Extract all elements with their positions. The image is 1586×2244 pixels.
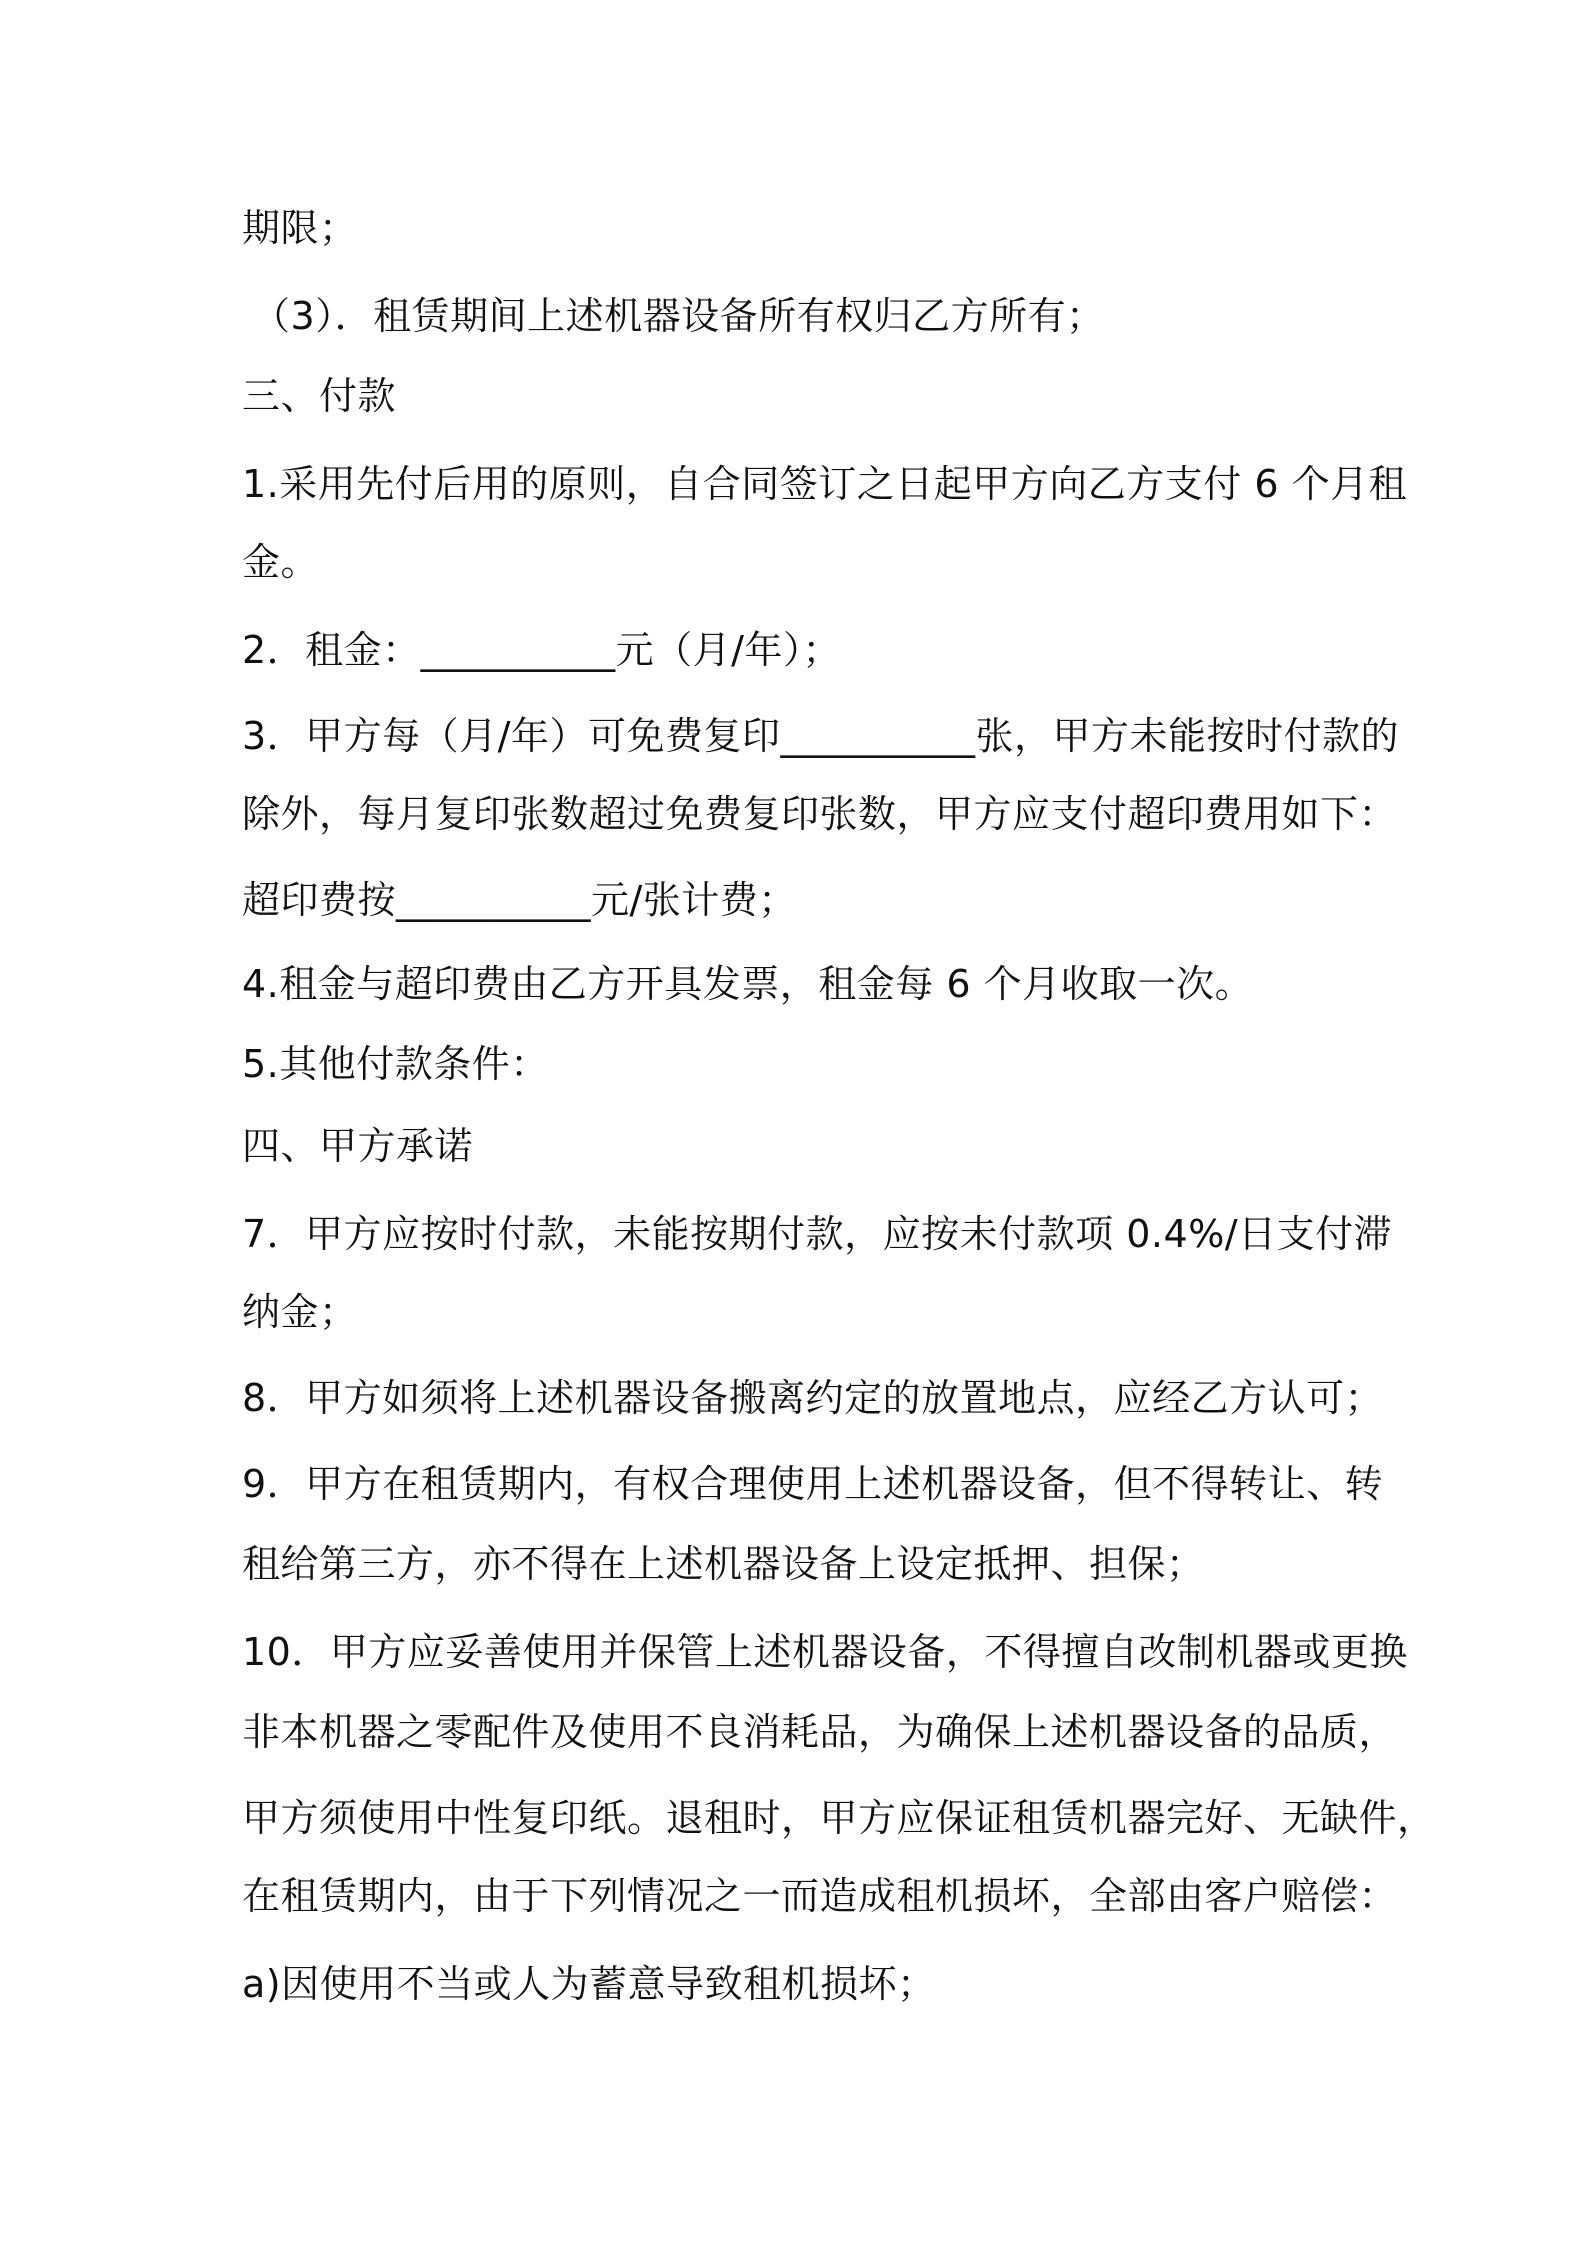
section-heading-party-a-commitments: 四、甲方承诺	[242, 1124, 474, 1168]
text-line-late-fee-cont: 纳金；	[242, 1290, 358, 1334]
text-line-care-obligation-cont3: 在租赁期内，由于下列情况之一而造成租机损坏，全部由客户赔偿：	[242, 1874, 1398, 1918]
text-line-overprint-fee: 超印费按__________元/张计费；	[242, 878, 797, 922]
text-line-care-obligation: 10．甲方应妥善使用并保管上述机器设备，不得擅自改制机器或更换	[242, 1630, 1408, 1674]
text-line-invoice: 4.租金与超印费由乙方开具发票，租金每 6 个月收取一次。	[242, 962, 1254, 1006]
text-line-ownership: （3）．租赁期间上述机器设备所有权归乙方所有；	[252, 294, 1105, 338]
text-line-free-copies: 3．甲方每（月/年）可免费复印__________张，甲方未能按时付款的	[242, 714, 1399, 758]
text-line-late-fee: 7．甲方应按时付款，未能按期付款，应按未付款项 0.4%/日支付滞	[242, 1212, 1393, 1256]
text-line-relocation: 8．甲方如须将上述机器设备搬离约定的放置地点，应经乙方认可；	[242, 1376, 1384, 1420]
text-line-prepay-principle-cont: 金。	[242, 540, 320, 584]
text-line-rent-amount: 2．租金：__________元（月/年）；	[242, 628, 841, 672]
text-line-prepay-principle: 1.采用先付后用的原则，自合同签订之日起甲方向乙方支付 6 个月租	[242, 462, 1408, 506]
text-line-usage-rights: 9．甲方在租赁期内，有权合理使用上述机器设备，但不得转让、转	[242, 1462, 1384, 1506]
text-line-term-limit: 期限；	[242, 206, 358, 250]
text-line-free-copies-cont: 除外，每月复印张数超过免费复印张数，甲方应支付超印费用如下：	[242, 792, 1398, 836]
text-line-other-terms: 5.其他付款条件：	[242, 1042, 549, 1086]
text-line-usage-rights-cont: 租给第三方，亦不得在上述机器设备上设定抵押、担保；	[242, 1542, 1205, 1586]
section-heading-payment: 三、付款	[242, 374, 397, 418]
text-line-damage-case-a: a)因使用不当或人为蓄意导致租机损坏；	[242, 1962, 936, 2006]
text-line-care-obligation-cont1: 非本机器之零配件及使用不良消耗品，为确保上述机器设备的品质，	[242, 1710, 1398, 1754]
text-line-care-obligation-cont2: 甲方须使用中性复印纸。退租时，甲方应保证租赁机器完好、无缺件，	[242, 1796, 1436, 1840]
